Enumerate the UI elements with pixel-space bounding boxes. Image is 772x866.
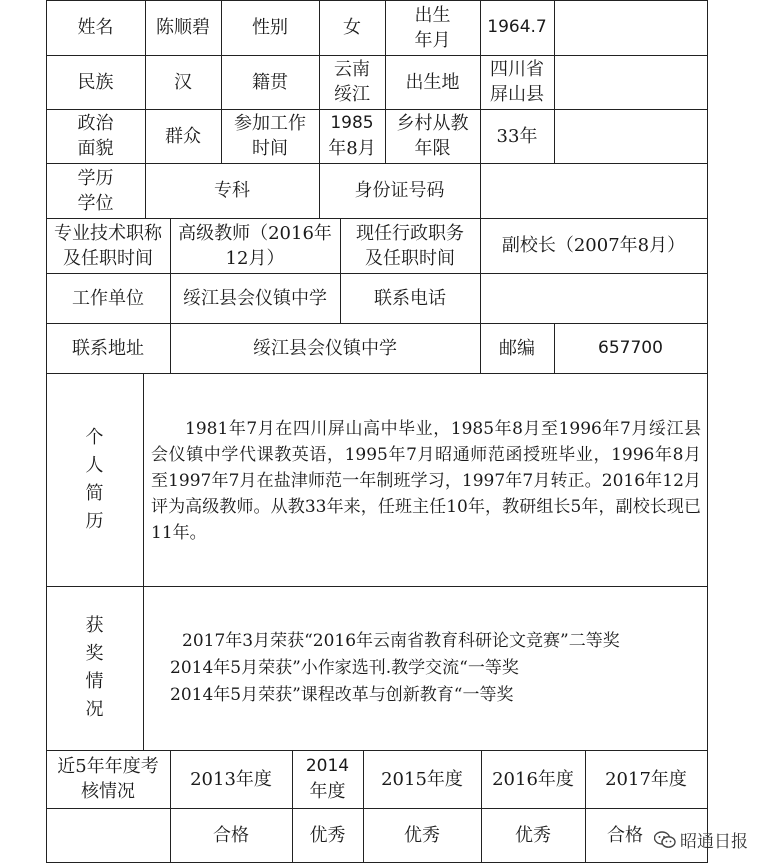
- rural-years-label: [385, 109, 480, 163]
- award-item: 2014年5月荣获”小作家选刊.教学交流“一等奖: [170, 658, 519, 678]
- admin-position-value: 副校长（2007年8月）: [501, 235, 686, 256]
- ethnic-value: 汉: [174, 71, 192, 93]
- political-label: [46, 109, 145, 163]
- gender-value: 女: [343, 17, 361, 38]
- phone-label: 联系电话: [374, 287, 446, 309]
- work-start-label-line2: 时间: [252, 138, 288, 159]
- resume-text-block: [151, 416, 701, 546]
- title-label-line2: 及任职时间: [63, 247, 153, 269]
- assessment-year-2013: 2013年度: [190, 768, 272, 790]
- resume-label-char: 人: [85, 454, 104, 476]
- awards-label-char: 情: [85, 671, 104, 692]
- education-label-line2: 学位: [77, 192, 114, 214]
- birth-value: 1964.7: [487, 17, 547, 37]
- assessment-result: 优秀: [515, 824, 551, 846]
- admin-label-line2: 及任职时间: [365, 247, 455, 269]
- awards-label-char: 奖: [85, 643, 104, 664]
- postcode-label: 邮编: [499, 337, 535, 359]
- assessment-result: 合格: [607, 824, 643, 846]
- political-label-line1: 政治: [77, 113, 114, 134]
- native-value-line2: 绥江: [334, 84, 370, 105]
- watermark: [654, 827, 748, 852]
- native-place-value: [319, 55, 385, 109]
- admin-position-label: [340, 218, 480, 273]
- work-start-value: [319, 109, 385, 163]
- birth-label-line1: 出生: [414, 4, 451, 26]
- name-value: 陈顺碧: [156, 17, 210, 38]
- political-label-line2: 面貌: [77, 138, 114, 159]
- resume-label-char: 历: [85, 510, 104, 532]
- resume-label-char: 个: [85, 426, 104, 448]
- work-start-label-line1: 参加工作: [234, 113, 306, 134]
- assessment-result: 优秀: [309, 824, 346, 846]
- wechat-icon: [654, 831, 676, 849]
- rural-label-line1: 乡村从教: [396, 113, 469, 134]
- admin-label-line1: 现任行政职务: [356, 222, 464, 244]
- awards-label-char: 况: [85, 699, 104, 720]
- postcode-value: 657700: [598, 337, 663, 358]
- name-label: 姓名: [77, 17, 114, 38]
- professional-title-value: [170, 218, 340, 273]
- title-value-line2: 12月）: [225, 247, 285, 269]
- title-value-line1: 高级教师（2016年: [178, 222, 332, 244]
- education-value: 专科: [214, 180, 250, 201]
- assessment-label: [46, 750, 170, 808]
- work-unit-value: 绥江县会仪镇中学: [183, 287, 327, 309]
- address-label: 联系地址: [72, 337, 144, 359]
- award-item: 2014年5月荣获”课程改革与创新教育“一等奖: [170, 685, 514, 705]
- assessment-label-line1: 近5年年度考: [57, 756, 159, 777]
- native-value-line1: 云南: [334, 59, 370, 80]
- award-item: 2017年3月荣获“2016年云南省教育科研论文竞赛”二等奖: [182, 631, 620, 651]
- work-start-value-line1: 1985: [330, 113, 374, 133]
- gender-label: 性别: [252, 17, 288, 38]
- address-value: 绥江县会仪镇中学: [253, 337, 397, 359]
- work-start-label: [221, 109, 319, 163]
- assessment-label-line2: 核情况: [81, 781, 135, 802]
- birth-label: [385, 0, 480, 55]
- phone-value: [480, 273, 707, 323]
- id-number-label: 身份证号码: [354, 180, 445, 201]
- assessment-result: 优秀: [404, 824, 440, 846]
- rural-years-value: 33年: [496, 125, 538, 147]
- birthplace-value-line1: 四川省: [490, 59, 544, 80]
- id-number-value: [480, 163, 707, 218]
- assessment-year-2014: [292, 750, 363, 808]
- birthplace-value: [480, 55, 554, 109]
- work-unit-label: 工作单位: [72, 287, 144, 309]
- rural-label-line2: 年限: [414, 138, 451, 159]
- ethnic-label: 民族: [77, 71, 114, 93]
- watermark-text: 昭通日报: [680, 832, 748, 852]
- assessment-year-2016: 2016年度: [492, 768, 574, 790]
- education-label-line1: 学历: [77, 167, 114, 189]
- birthplace-label: 出生地: [405, 71, 460, 93]
- awards-label: [46, 586, 143, 750]
- assessment-year-2017: 2017年度: [605, 768, 687, 790]
- year-2014-line1: 2014: [305, 756, 350, 776]
- awards-label-char: 获: [85, 615, 104, 636]
- native-place-label: 籍贯: [252, 71, 288, 93]
- education-label: [46, 163, 145, 218]
- birthplace-value-line2: 屏山县: [490, 84, 544, 105]
- assessment-result: 合格: [213, 824, 249, 846]
- political-value: 群众: [165, 125, 201, 147]
- resume-text: 1981年7月在四川屏山高中毕业，1985年8月至1996年7月绥江县会仪镇中学代课教英语，1995年7月昭通师范函授班毕业，1996年8月至1997年7月在盐津师范一年制班学习，1997年7月转正。2016年12月评为高级教师。从教33年来，任班主任10年，教研组长5年，副校长现已11年。: [151, 419, 701, 543]
- assessment-year-2015: 2015年度: [381, 768, 463, 790]
- resume-label-char: 简: [85, 482, 104, 504]
- year-2014-line2: 年度: [309, 781, 346, 802]
- professional-title-label: [46, 218, 170, 273]
- title-label-line1: 专业技术职称: [54, 222, 162, 244]
- work-start-value-line2: 年8月: [328, 138, 376, 159]
- resume-label: [46, 373, 143, 586]
- birth-label-line2: 年月: [414, 29, 451, 51]
